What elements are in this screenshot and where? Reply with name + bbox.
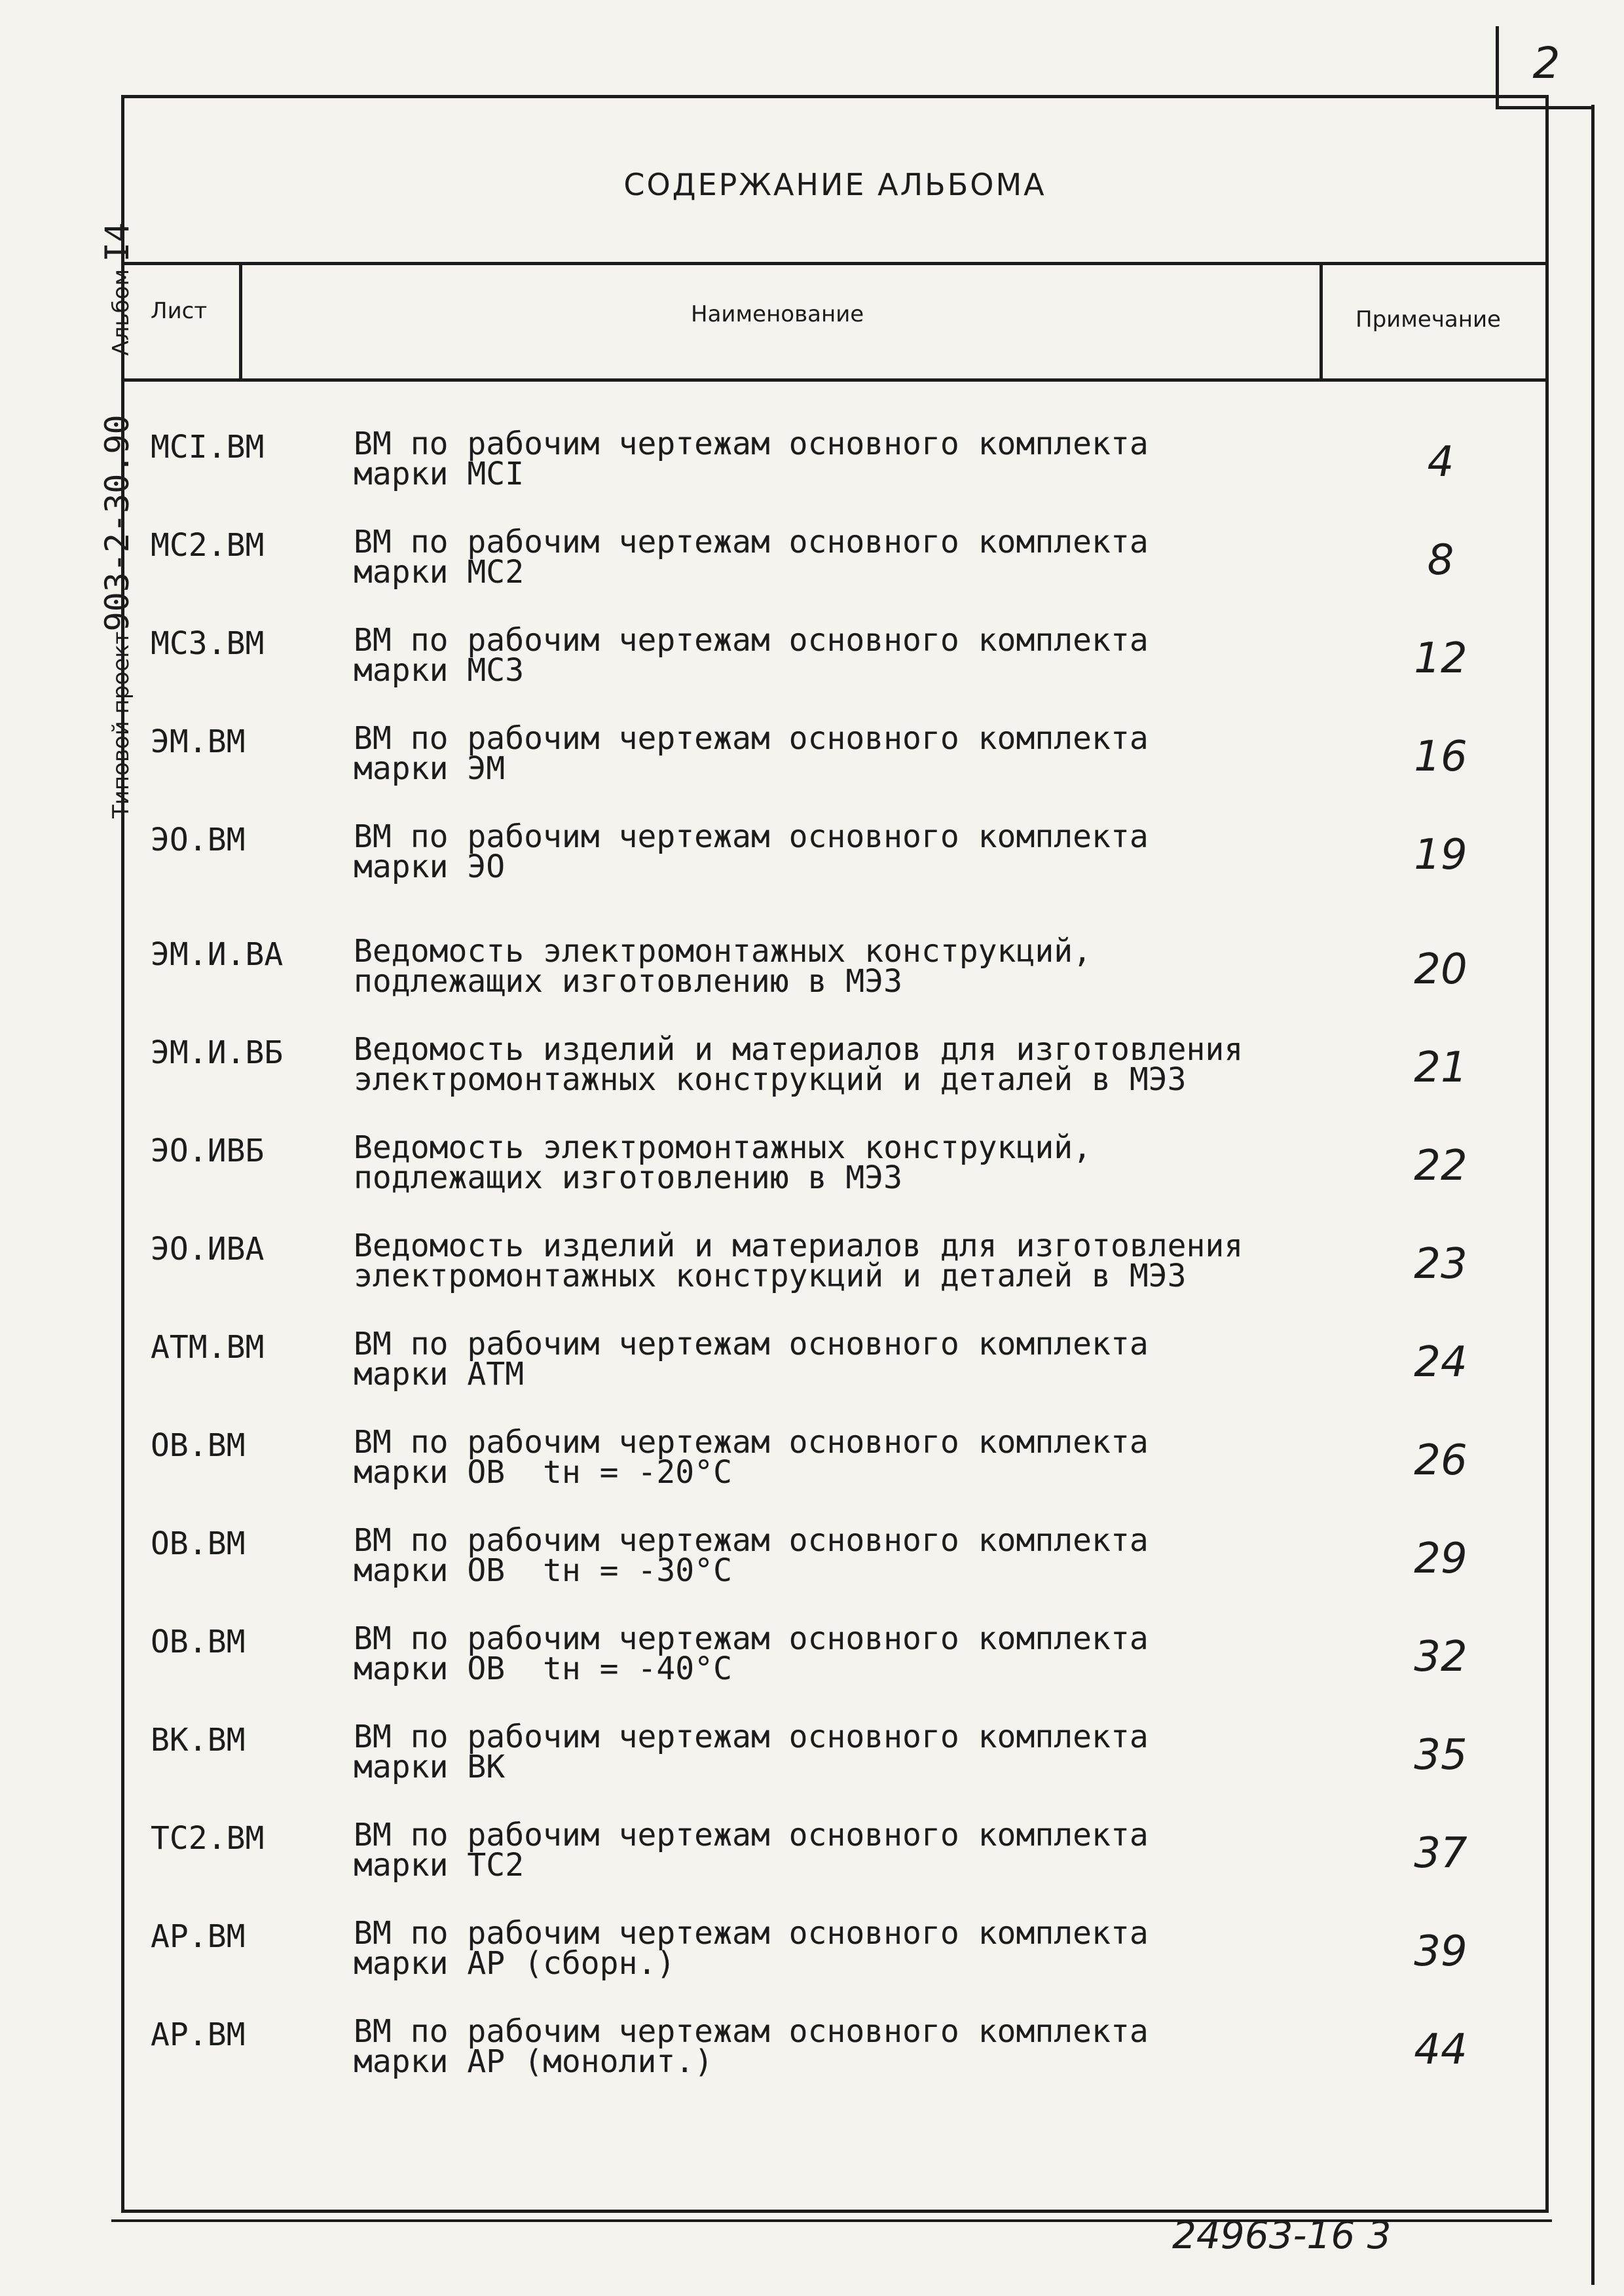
sheet-code: ОВ.ВМ — [151, 1427, 246, 1464]
header-divider-note — [1320, 262, 1323, 382]
table-row — [124, 1228, 1545, 1322]
table-row — [124, 524, 1545, 619]
table-row — [124, 1719, 1545, 1813]
sheet-name — [354, 1719, 1149, 1785]
sheet-number: 2 — [1532, 38, 1560, 88]
page-note: 4 — [1427, 438, 1454, 486]
sheet-name — [354, 1915, 1149, 1982]
sheet-name — [354, 1326, 1149, 1393]
sheet-name-line-1: ВМ по рабочим чертежам основного комплекта — [354, 1424, 1149, 1461]
sheet-name-line-1: Ведомость изделий и материалов для изготовления — [354, 1228, 1244, 1264]
page-note: 12 — [1414, 634, 1467, 683]
sheet-name-line-1: ВМ по рабочим чертежам основного комплекта — [354, 1915, 1149, 1952]
sheet-name-line-2: подлежащих изготовлению в МЭЗ — [354, 963, 903, 1000]
sheet-name — [354, 933, 1092, 1000]
sheet-name — [354, 524, 1149, 591]
column-header-note: Примечание — [1356, 306, 1501, 333]
sheet-code: ЭМ.И.ВБ — [151, 1034, 284, 1071]
sheet-name-line-1: ВМ по рабочим чертежам основного комплекта — [354, 720, 1149, 757]
sheet-name-line-2: марки ОВ tн = -20°С — [354, 1454, 732, 1491]
sheet-name-line-2: марки ЭМ — [354, 750, 506, 787]
sheet-name-line-1: ВМ по рабочим чертежам основного комплекта — [354, 1326, 1149, 1362]
page-note: 26 — [1414, 1436, 1467, 1485]
sheet-name — [354, 426, 1149, 492]
column-header-sheet: Лист — [151, 298, 208, 324]
sheet-name-line-2: марки МСI — [354, 456, 525, 492]
sheet-code: ТС2.ВМ — [151, 1820, 265, 1857]
table-row — [124, 818, 1545, 913]
sheet-name — [354, 1620, 1149, 1687]
sheet-name-line-2: марки ОВ tн = -40°С — [354, 1650, 732, 1687]
sheet-name-line-2: марки ТС2 — [354, 1847, 525, 1884]
sheet-name — [354, 818, 1149, 885]
table-row — [124, 2013, 1545, 2108]
sheet-code: ОВ.ВМ — [151, 1624, 246, 1660]
sheet-code: ВК.ВМ — [151, 1722, 246, 1758]
sheet-name-line-1: Ведомость изделий и материалов для изготовления — [354, 1031, 1244, 1068]
page-note: 32 — [1414, 1633, 1467, 1681]
page-note: 8 — [1427, 536, 1454, 585]
page-note: 29 — [1414, 1535, 1467, 1583]
page-title: СОДЕРЖАНИЕ АЛЬБОМА — [623, 167, 1046, 202]
sheet-name-line-1: ВМ по рабочим чертежам основного комплекта — [354, 622, 1149, 659]
sheet-name — [354, 1522, 1149, 1589]
sheet-code: АР.ВМ — [151, 1918, 246, 1955]
sheet-name — [354, 1228, 1244, 1294]
sheet-code: ЭМ.ВМ — [151, 723, 246, 760]
sheet-code: ЭО.ИВБ — [151, 1133, 265, 1169]
page-note: 19 — [1414, 831, 1467, 879]
sheet-name — [354, 1817, 1149, 1884]
album-number: I4 — [98, 222, 136, 263]
page-note: 24 — [1414, 1338, 1467, 1387]
table-row — [124, 1129, 1545, 1224]
sheet-name-line-1: ВМ по рабочим чертежам основного комплекта — [354, 2013, 1149, 2050]
page-note: 21 — [1414, 1044, 1467, 1092]
sheet-name-line-1: Ведомость электромонтажных конструкций, — [354, 1129, 1092, 1166]
page-note: 44 — [1414, 2026, 1467, 2074]
page-note: 22 — [1414, 1142, 1467, 1190]
table-row — [124, 1620, 1545, 1715]
page-note: 16 — [1414, 733, 1467, 781]
table-row — [124, 426, 1545, 520]
sheet-name-line-1: Ведомость электромонтажных конструкций, — [354, 933, 1092, 970]
sheet-name-line-2: марки МС3 — [354, 652, 525, 689]
sheet-name-line-2: электромонтажных конструкций и деталей в МЭЗ — [354, 1061, 1187, 1098]
sheet-code: МСI.ВМ — [151, 429, 265, 465]
outer-frame-right-line — [1591, 105, 1595, 2285]
sheet-code: АТМ.ВМ — [151, 1329, 265, 1366]
sheet-name — [354, 720, 1149, 787]
sheet-code: ЭМ.И.ВА — [151, 936, 284, 973]
sheet-name — [354, 1424, 1149, 1491]
table-row — [124, 933, 1545, 1028]
sheet-name-line-1: ВМ по рабочим чертежам основного комплекта — [354, 818, 1149, 855]
sheet-name-line-2: марки ОВ tн = -30°С — [354, 1552, 732, 1589]
header-divider-sheet — [239, 262, 242, 382]
page-note: 20 — [1414, 945, 1467, 994]
sheet-name-line-1: ВМ по рабочим чертежам основного комплекта — [354, 1817, 1149, 1853]
project-number: 903-2-30.90 — [98, 414, 136, 632]
sheet-name-line-2: марки ЭО — [354, 848, 506, 885]
sheet-name-line-2: марки ВК — [354, 1749, 506, 1785]
sheet-name-line-1: ВМ по рабочим чертежам основного комплекта — [354, 524, 1149, 560]
sheet-name-line-2: электромонтажных конструкций и деталей в МЭЗ — [354, 1258, 1187, 1294]
sheet-name — [354, 1129, 1092, 1196]
sheet-name-line-2: подлежащих изготовлению в МЭЗ — [354, 1159, 903, 1196]
sheet-name — [354, 2013, 1149, 2080]
header-bottom-line — [121, 378, 1549, 382]
sheet-code: МС3.ВМ — [151, 625, 265, 662]
bottom-stamp: 24963-16 3 — [1172, 2213, 1392, 2257]
sheet-code: МС2.ВМ — [151, 527, 265, 564]
sheet-code: ЭО.ВМ — [151, 822, 246, 858]
project-label: Типовой проект — [108, 631, 134, 818]
page-note: 23 — [1414, 1240, 1467, 1288]
sheet-name-line-2: марки АР (сборн.) — [354, 1945, 676, 1982]
table-row — [124, 1326, 1545, 1421]
table-row — [124, 1522, 1545, 1617]
table-row — [124, 622, 1545, 717]
table-row — [124, 1031, 1545, 1126]
sheet-name — [354, 1031, 1244, 1098]
column-header-name: Наименование — [691, 301, 864, 327]
sheet-name-line-2: марки АТМ — [354, 1356, 525, 1393]
table-row — [124, 1915, 1545, 2010]
sheet-code: ЭО.ИВА — [151, 1231, 265, 1267]
sheet-name-line-1: ВМ по рабочим чертежам основного комплекта — [354, 1620, 1149, 1657]
sheet-name-line-1: ВМ по рабочим чертежам основного комплекта — [354, 1522, 1149, 1559]
sheet-name-line-2: марки АР (монолит.) — [354, 2043, 714, 2080]
page-note: 35 — [1414, 1731, 1467, 1779]
album-label: Альбом — [108, 268, 134, 356]
page-note: 37 — [1414, 1829, 1467, 1878]
page-note: 39 — [1414, 1927, 1467, 1976]
sheet-name-line-2: марки МС2 — [354, 554, 525, 591]
table-row — [124, 1424, 1545, 1519]
sheet-name-line-1: ВМ по рабочим чертежам основного комплекта — [354, 1719, 1149, 1755]
sheet-name-line-1: ВМ по рабочим чертежам основного комплекта — [354, 426, 1149, 462]
header-top-line — [121, 262, 1549, 265]
table-row — [124, 1817, 1545, 1912]
sheet-code: АР.ВМ — [151, 2016, 246, 2053]
table-row — [124, 720, 1545, 815]
sheet-name — [354, 622, 1149, 689]
sheet-code: ОВ.ВМ — [151, 1525, 246, 1562]
